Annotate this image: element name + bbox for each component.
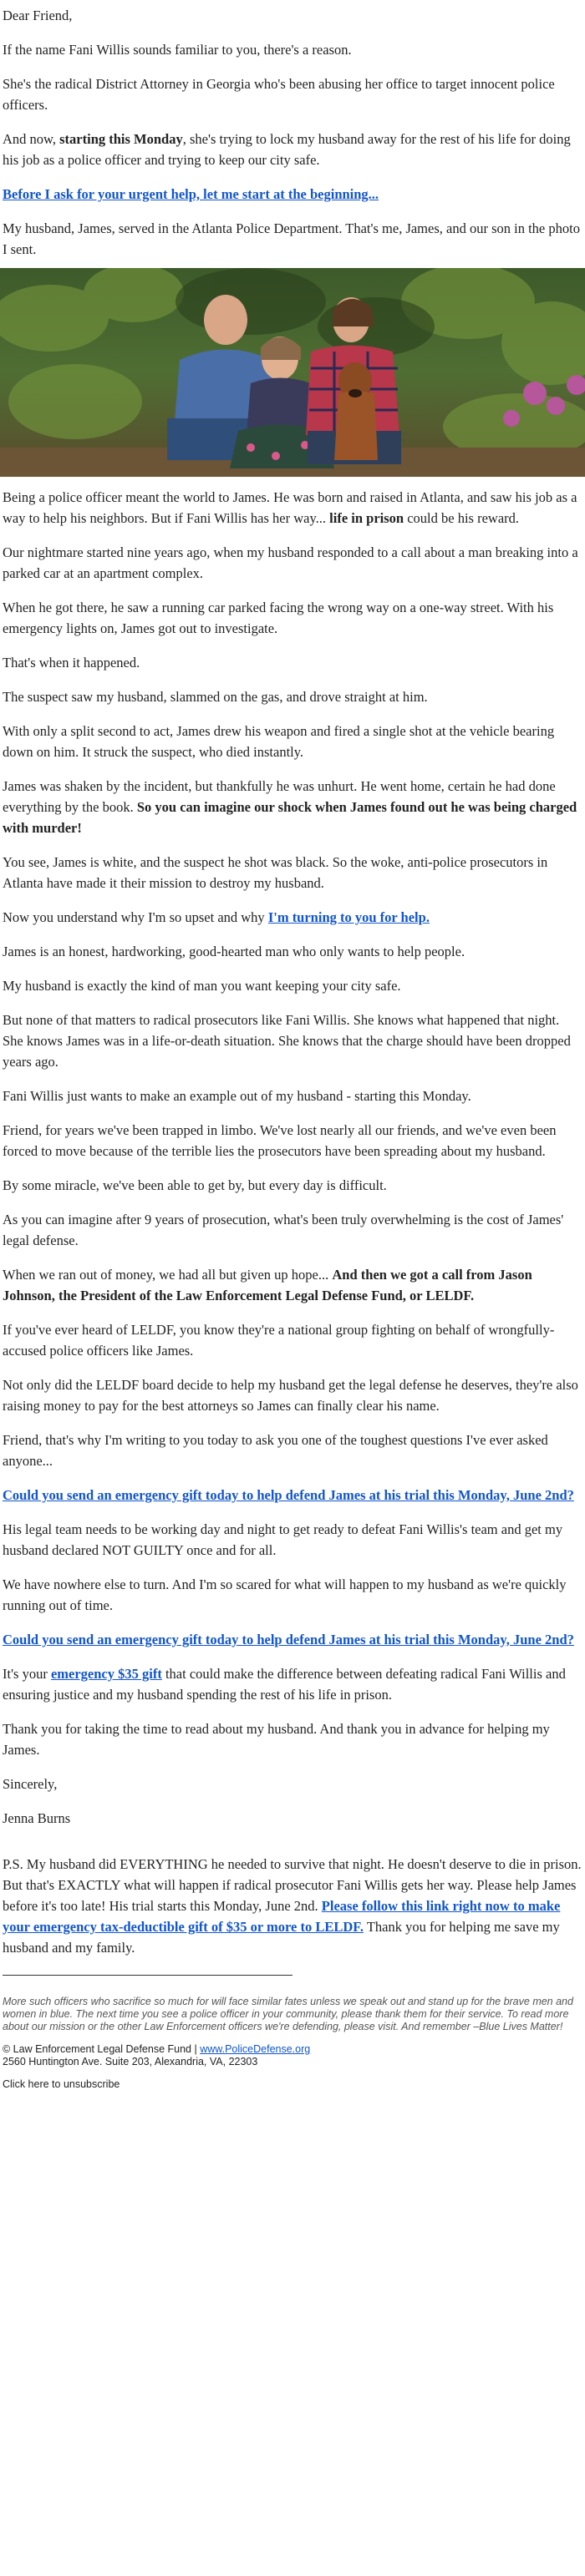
paragraph: [3, 1629, 582, 1650]
emergency-gift-link[interactable]: emergency $35 gift: [50, 1666, 162, 1682]
paragraph: If you've ever heard of LELDF, you know they're a national group fighting on behalf of wrongfully-accused police officers like James.: [3, 1322, 555, 1359]
paragraph: It's your emergency $35 gift that could make the difference between defeating radical Fani Willis and ensuring justice and my husband spending the rest of his life in prison.: [3, 1666, 566, 1703]
paragraph: Thank you for taking the time to read about my husband. And thank you in advance for helping my James.: [3, 1721, 550, 1758]
signature: Jenna Burns: [3, 1810, 71, 1826]
paragraph: Friend, that's why I'm writing to you today to ask you one of the toughest questions I've ever asked anyone...: [3, 1432, 548, 1469]
paragraph: Not only did the LELDF board decide to help my husband get the legal defense he deserves, they're also raising money to pay for the best attorneys so James can finally clear his name.: [3, 1377, 578, 1414]
paragraph: His legal team needs to be working day and night to get ready to defeat Fani Willis's team and get my husband declared NOT GUILTY once and for all.: [3, 1521, 563, 1558]
paragraph: James is an honest, hardworking, good-hearted man who only wants to help people.: [3, 944, 465, 959]
paragraph: She's the radical District Attorney in Georgia who's been abusing her office to target innocent police officers.: [3, 76, 555, 113]
paragraph: Our nightmare started nine years ago, when my husband responded to a call about a man breaking into a parked car at an apartment complex.: [3, 544, 578, 581]
footer: [3, 1996, 582, 2091]
divider: [3, 1975, 292, 1976]
paragraph: As you can imagine after 9 years of prosecution, what's been truly overwhelming is the cost of James' legal defense.: [3, 1212, 564, 1248]
footer-address: 2560 Huntington Ave. Suite 203, Alexandria, VA, 22303: [3, 2056, 258, 2067]
unsubscribe-link[interactable]: Click here to unsubscribe: [3, 2078, 120, 2090]
postscript: P.S. My husband did EVERYTHING he needed to survive that night. He doesn't deserve to die in prison. But that's EXACTLY what will happen if radical prosecutor Fani Willis gets her way. Please help James before it's too late! His trial starts this Monday, June 2nd. Please follow this link right now to make your emergency tax-deductible gift of $35 or more to LELDF. Thank you for helping me save my husband and my family.: [3, 1856, 582, 1956]
paragraph: And now, starting this Monday, she's trying to lock my husband away for the rest of his life for doing his job as a police officer and trying to keep our city safe.: [3, 131, 571, 168]
paragraph: When we ran out of money, we had all but given up hope... And then we got a call from Jason Johnson, the President of the Law Enforcement Legal Defense Fund, or LELDF.: [3, 1267, 532, 1303]
ps-donate-link[interactable]: Please follow this link right now to make your emergency tax-deductible gift of $35 or more to LELDF.: [3, 1898, 561, 1935]
paragraph: But none of that matters to radical prosecutors like Fani Willis. She knows what happened that night. She knows James was in a life-or-death situation. She knows that the charge should have been dropped years ago.: [3, 1012, 571, 1070]
donate-link-1[interactable]: Could you send an emergency gift today to help defend James at his trial this Monday, June 2nd?: [3, 1487, 574, 1503]
signoff: Sincerely,: [3, 1776, 58, 1792]
paragraph: Now you understand why I'm so upset and why I'm turning to you for help.: [3, 909, 430, 925]
paragraph: Fani Willis just wants to make an example out of my husband - starting this Monday.: [3, 1088, 471, 1104]
paragraph: That's when it happened.: [3, 655, 140, 671]
paragraph: My husband, James, served in the Atlanta Police Department. That's me, James, and our son in the photo I sent.: [3, 220, 580, 257]
greeting: Dear Friend,: [3, 8, 73, 23]
beginning-link[interactable]: Before I ask for your urgent help, let me start at the beginning...: [3, 186, 379, 202]
paragraph: My husband is exactly the kind of man you want keeping your city safe.: [3, 978, 401, 994]
paragraph: Friend, for years we've been trapped in limbo. We've lost nearly all our friends, and we've even been forced to move because of the terrible lies the prosecutors have been spreading about my husband.: [3, 1122, 557, 1159]
paragraph: James was shaken by the incident, but thankfully he was unhurt. He went home, certain he had done everything by the book. So you can imagine our shock when James found out he was being charged with murder!: [3, 778, 577, 836]
footer-unsubscribe: [3, 2078, 582, 2091]
paragraph: Being a police officer meant the world to James. He was born and raised in Atlanta, and saw his job as a way to help his neighbors. But if Fani Willis has her way... life in prison could be his reward.: [3, 489, 577, 526]
paragraph: With only a split second to act, James drew his weapon and fired a single shot at the vehicle bearing down on him. It struck the suspect, who died instantly.: [3, 723, 555, 760]
paragraph: You see, James is white, and the suspect he shot was black. So the woke, anti-police prosecutors in Atlanta have made it their mission to destroy my husband.: [3, 854, 548, 891]
paragraph: [3, 184, 582, 205]
paragraph: By some miracle, we've been able to get by, but every day is difficult.: [3, 1177, 387, 1193]
help-link[interactable]: I'm turning to you for help.: [267, 909, 430, 925]
footer-disclaimer: More such officers who sacrifice so much for will face similar fates unless we speak out and stand up for the brave men and women in blue. The next time you see a police officer in your community, please thank them for their service. To read more about our mission or the other Law Enforcement officers we're defending, please visit. And remember –Blue Lives Matter!: [3, 1996, 573, 2032]
paragraph: The suspect saw my husband, slammed on the gas, and drove straight at him.: [3, 689, 428, 705]
donate-link-2[interactable]: Could you send an emergency gift today to help defend James at his trial this Monday, June 2nd?: [3, 1632, 574, 1647]
family-photo[interactable]: [0, 268, 585, 477]
paragraph: We have nowhere else to turn. And I'm so scared for what will happen to my husband as we're quickly running out of time.: [3, 1576, 567, 1613]
paragraph: If the name Fani Willis sounds familiar to you, there's a reason.: [3, 42, 352, 58]
footer-org: © Law Enforcement Legal Defense Fund | www.PoliceDefense.org: [3, 2043, 311, 2055]
website-link[interactable]: www.PoliceDefense.org: [200, 2043, 311, 2055]
paragraph: When he got there, he saw a running car parked facing the wrong way on a one-way street. With his emergency lights on, James got out to investigate.: [3, 600, 554, 636]
paragraph: [3, 1485, 582, 1506]
